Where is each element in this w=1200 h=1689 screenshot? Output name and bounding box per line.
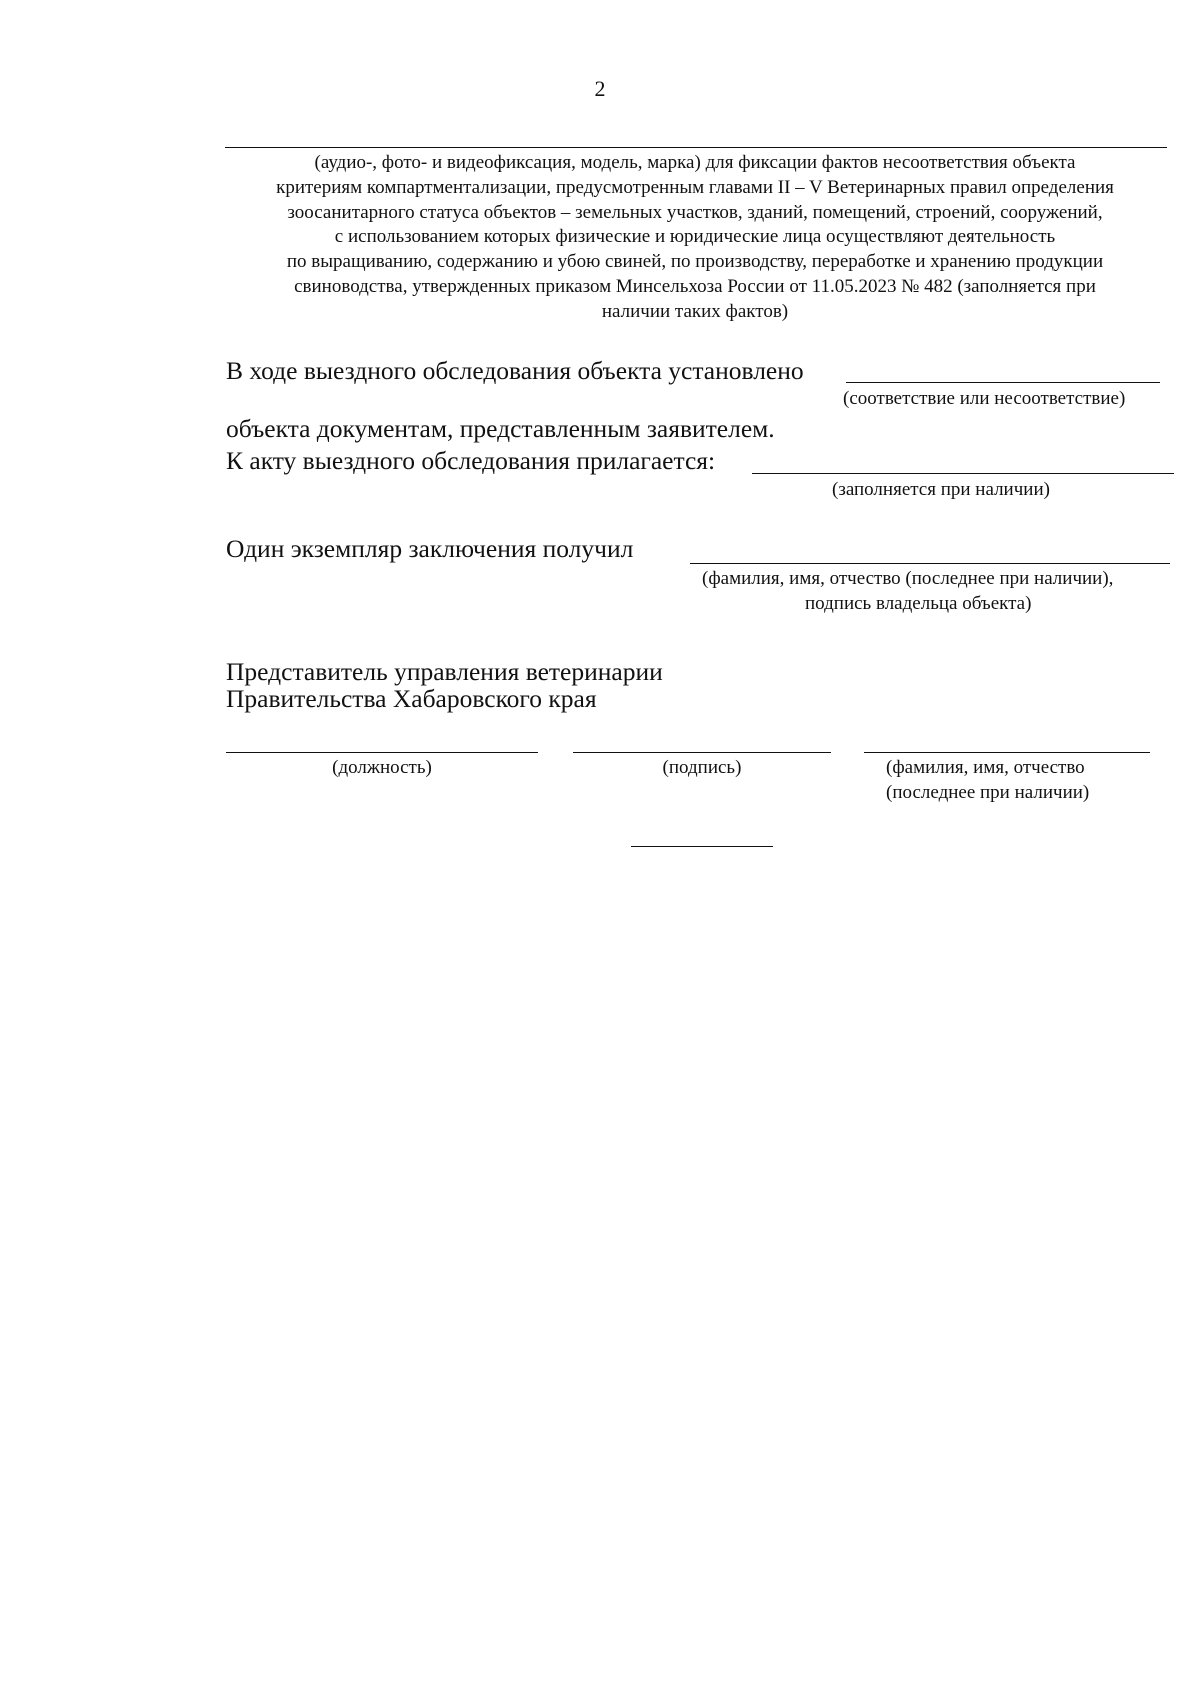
representative-block bbox=[226, 658, 663, 712]
representative-line2: Правительства Хабаровского края bbox=[226, 684, 597, 713]
signature-fill-line bbox=[573, 752, 831, 753]
header-note-line: с использованием которых физические и юридические лица осуществляют деятельность bbox=[334, 226, 1056, 248]
established-fill-line bbox=[846, 382, 1160, 383]
closing-line bbox=[631, 846, 773, 847]
name-fill-line bbox=[864, 752, 1150, 753]
attached-text: К акту выездного обследования прилагается: bbox=[226, 446, 716, 475]
documents-text: объекта документам, представленным заявителем. bbox=[226, 414, 775, 443]
established-hint: (соответствие или несоответствие) bbox=[843, 388, 1126, 409]
position-label: (должность) bbox=[332, 757, 432, 778]
header-note bbox=[222, 151, 1168, 325]
attached-hint: (заполняется при наличии) bbox=[832, 479, 1050, 500]
name-label-line1: (фамилия, имя, отчество bbox=[886, 757, 1085, 778]
header-note-line: наличии таких фактов) bbox=[601, 300, 789, 322]
attached-fill-line bbox=[752, 473, 1174, 474]
established-text: В ходе выездного обследования объекта установлено bbox=[226, 356, 804, 385]
signature-label: (подпись) bbox=[662, 757, 742, 778]
receipt-hint-line2: подпись владельца объекта) bbox=[805, 593, 1032, 614]
header-note-line: зоосанитарного статуса объектов – земельных участков, зданий, помещений, строений, сооружений, bbox=[287, 201, 1103, 223]
name-label-line2: (последнее при наличии) bbox=[886, 782, 1090, 803]
receipt-hint-line1: (фамилия, имя, отчество (последнее при наличии), bbox=[702, 568, 1114, 589]
page-number: 2 bbox=[594, 76, 606, 101]
header-note-line: свиноводства, утвержденных приказом Минсельхоза России от 11.05.2023 № 482 (заполняется при bbox=[294, 275, 1096, 297]
top-fill-line bbox=[225, 147, 1167, 148]
header-note-line: критериям компартментализации, предусмотренным главами II – V Ветеринарных правил определения bbox=[276, 176, 1114, 198]
header-note-line: (аудио-, фото- и видеофиксация, модель, марка) для фиксации фактов несоответствия объекта bbox=[314, 152, 1076, 173]
representative-line1: Представитель управления ветеринарии bbox=[226, 657, 663, 686]
position-fill-line bbox=[226, 752, 538, 753]
header-note-line: по выращиванию, содержанию и убою свиней, по производству, переработке и хранению продукции bbox=[286, 251, 1104, 273]
receipt-fill-line bbox=[690, 563, 1170, 564]
receipt-text: Один экземпляр заключения получил bbox=[226, 534, 634, 563]
